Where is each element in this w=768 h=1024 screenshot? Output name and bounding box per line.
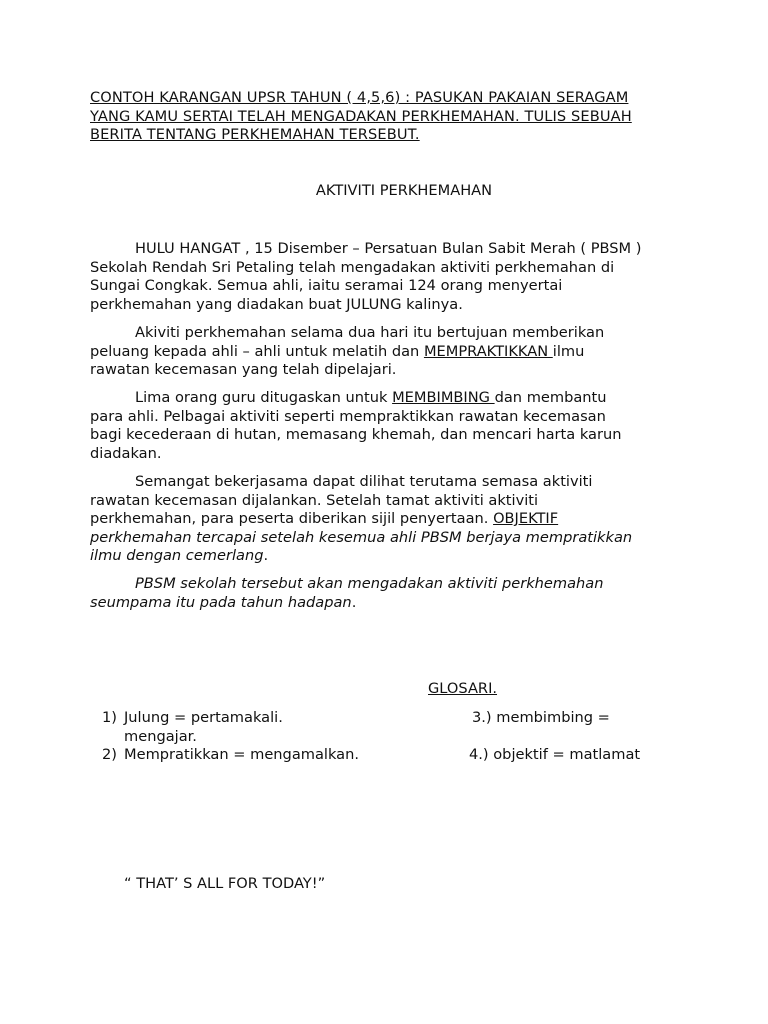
paragraph-line: perkhemahan tercapai setelah kesemua ahli PBSM berjaya mempratikkan <box>90 528 633 546</box>
list-number: 1) <box>102 709 117 726</box>
text-run: . <box>351 593 357 611</box>
paragraph-line: perkhemahan yang diadakan buat JULUNG kalinya. <box>90 295 463 313</box>
list-number: 2) <box>102 746 117 764</box>
heading-line-2: YANG KAMU SERTAI TELAH MENGADAKAN PERKHEMAHAN. TULIS SEBUAH <box>90 107 632 125</box>
paragraph-line: para ahli. Pelbagai aktiviti seperti mempraktikkan rawatan kecemasan <box>90 407 606 425</box>
paragraph-line: bagi kecederaan di hutan, memasang khemah, dan mencari harta karun <box>90 426 622 444</box>
text-run: ilmu <box>552 342 585 360</box>
paragraph-line: HULU HANGAT , 15 Disember – Persatuan Bulan Sabit Merah ( PBSM ) <box>135 240 642 257</box>
paragraph-1 <box>90 240 680 314</box>
glossary-item: Julung = pertamakali. <box>124 709 283 726</box>
paragraph-5 <box>90 575 680 612</box>
paragraph-line: rawatan kecemasan dijalankan. Setelah tamat aktiviti aktiviti <box>90 491 539 509</box>
glossary-item-continuation: mengajar. <box>124 727 197 745</box>
underlined-word: MEMBIMBING <box>392 389 495 406</box>
glossary-row <box>90 728 690 747</box>
paragraph-line: Sekolah Rendah Sri Petaling telah mengadakan aktiviti perkhemahan di <box>90 258 615 276</box>
paragraph-4 <box>90 473 680 566</box>
text-run: perkhemahan, para peserta diberikan sijil penyertaan. <box>90 510 494 528</box>
text-run: Lima orang guru ditugaskan untuk <box>135 389 393 406</box>
paragraph-2 <box>90 324 680 380</box>
glossary-list <box>90 709 690 765</box>
article-title: AKTIVITI PERKHEMAHAN <box>315 182 493 199</box>
glossary-row <box>90 746 690 765</box>
paragraph-3 <box>90 389 680 463</box>
text-run: peluang kepada ahli – ahli untuk melatih dan <box>90 342 424 360</box>
glossary-title: GLOSARI. <box>428 680 498 697</box>
heading-line-1: CONTOH KARANGAN UPSR TAHUN ( 4,5,6) : PASUKAN PAKAIAN SERAGAM <box>90 89 629 106</box>
paragraph-line <box>90 547 680 566</box>
text-run: dan membantu <box>494 389 607 406</box>
heading-line-3: BERITA TENTANG PERKHEMAHAN TERSEBUT. <box>90 126 420 143</box>
glossary-item: Mempratikkan = mengamalkan. <box>124 746 360 764</box>
assignment-heading <box>90 89 680 145</box>
underlined-word: OBJEKTIF <box>493 510 559 528</box>
paragraph-line: Semangat bekerjasama dapat dilihat terutama semasa aktiviti <box>135 473 593 490</box>
italic-text: seumpama itu pada tahun hadapan <box>90 593 352 611</box>
text-run: . <box>263 547 269 565</box>
glossary-item: 4.) objektif = matlamat <box>469 746 641 764</box>
paragraph-line <box>90 510 680 529</box>
underlined-word: MEMPRAKTIKKAN <box>423 342 553 360</box>
paragraph-line <box>90 389 680 408</box>
paragraph-line: PBSM sekolah tersebut akan mengadakan aktiviti perkhemahan <box>135 575 604 592</box>
glossary-item: 3.) membimbing = <box>472 709 610 726</box>
paragraph-line: Sungai Congkak. Semua ahli, iaitu seramai 124 orang menyertai <box>90 277 563 295</box>
glossary-row <box>90 709 690 728</box>
paragraph-line: Akiviti perkhemahan selama dua hari itu bertujuan memberikan <box>135 324 605 341</box>
italic-text: ilmu dengan cemerlang <box>90 547 264 565</box>
paragraph-line <box>90 594 680 613</box>
paragraph-line: diadakan. <box>90 444 162 462</box>
paragraph-line <box>90 343 680 362</box>
paragraph-line: rawatan kecemasan yang telah dipelajari. <box>90 361 397 379</box>
closing-remark: “ THAT’ S ALL FOR TODAY!” <box>124 875 326 892</box>
